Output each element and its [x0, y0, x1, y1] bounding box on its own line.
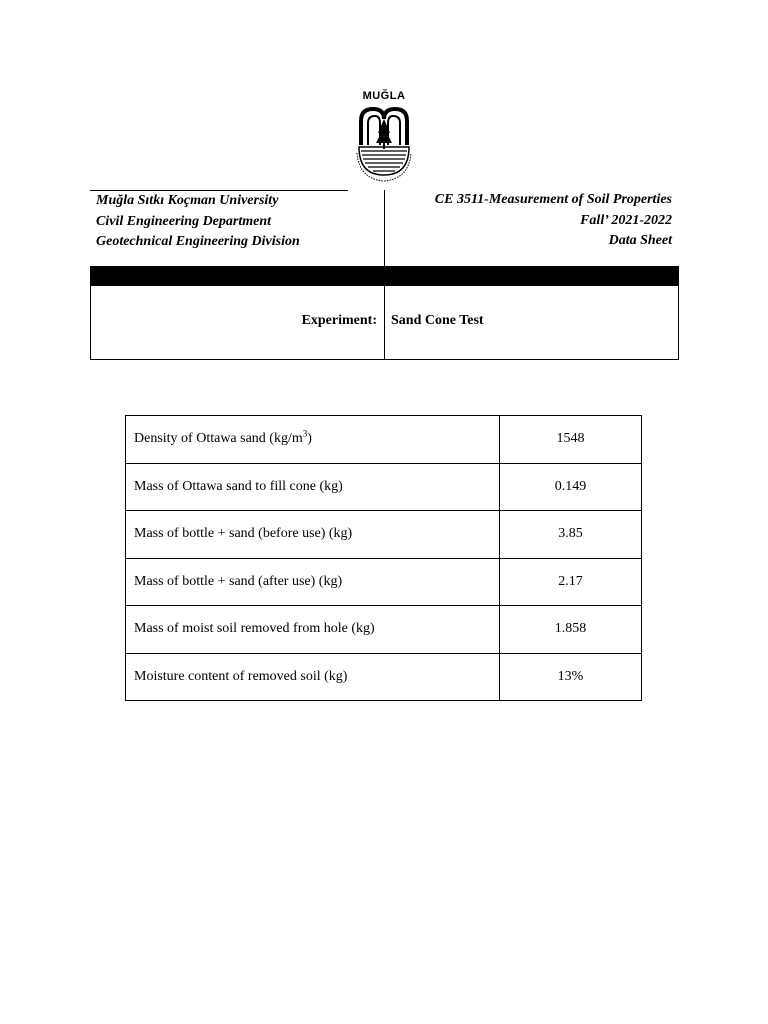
- row-value: 0.149: [500, 463, 642, 511]
- table-row: [126, 416, 642, 464]
- row-value: 13%: [500, 653, 642, 701]
- row-label: Mass of bottle + sand (after use) (kg): [126, 558, 500, 606]
- experiment-row: [90, 286, 679, 360]
- logo-wordmark: MUĞLA: [362, 90, 406, 102]
- document-header: [90, 190, 679, 361]
- data-table: [125, 415, 642, 701]
- institution-cell: [90, 190, 384, 267]
- row-label: Mass of moist soil removed from hole (kg): [126, 606, 500, 654]
- row-value: 1.858: [500, 606, 642, 654]
- table-row: [126, 463, 642, 511]
- university-name: Muğla Sıtkı Koçman University: [96, 193, 279, 208]
- table-row: [126, 511, 642, 559]
- row-label: Density of Ottawa sand $(kg/m^3)$: [126, 416, 500, 464]
- university-logo: [355, 90, 413, 190]
- course-cell: [384, 190, 680, 266]
- row-label: Mass of bottle + sand (before use) (kg): [126, 511, 500, 559]
- table-row: [126, 653, 642, 701]
- header-divider-bar: [90, 266, 679, 286]
- experiment-name: Sand Cone Test: [391, 313, 484, 328]
- division-name: Geotechnical Engineering Division: [96, 234, 300, 249]
- experiment-label: Experiment:: [301, 313, 377, 328]
- semester: Fall’ 2021-2022: [580, 212, 672, 228]
- row-label: Moisture content of removed soil (kg): [126, 653, 500, 701]
- row-value: 1548: [500, 416, 642, 464]
- row-label: Mass of Ottawa sand to fill cone (kg): [126, 463, 500, 511]
- university-emblem-icon: [355, 103, 413, 183]
- experiment-label-cell: [91, 286, 385, 359]
- course-title: CE 3511-Measurement of Soil Properties: [434, 192, 672, 207]
- table-row: [126, 558, 642, 606]
- department-name: Civil Engineering Department: [96, 213, 272, 229]
- sheet-type: Data Sheet: [608, 233, 672, 248]
- table-row: [126, 606, 642, 654]
- row-value: 3.85: [500, 511, 642, 559]
- row-value: 2.17: [500, 558, 642, 606]
